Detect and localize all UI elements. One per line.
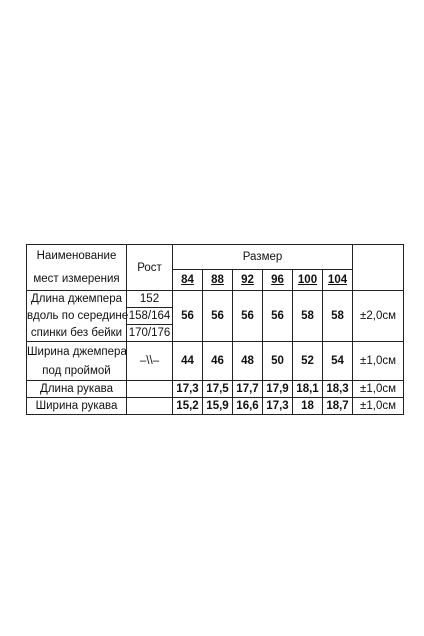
sleeve-width-value: 18 (293, 398, 323, 415)
jumper-width-label-line1: Ширина джемпера (27, 345, 127, 358)
jumper-length-height-3: 170/176 (127, 325, 173, 342)
size-chart-table (26, 244, 404, 415)
jumper-length-label-line2: вдоль по середине (27, 308, 127, 325)
tolerance-header (353, 245, 404, 291)
sleeve-length-value: 17,7 (233, 381, 263, 398)
jumper-length-row (27, 291, 404, 308)
size-104: 104 (323, 270, 353, 291)
size-100: 100 (293, 270, 323, 291)
jumper-length-label-line1: Длина джемпера (27, 291, 127, 308)
size-header: Размер (173, 245, 353, 270)
jumper-width-row (27, 342, 404, 381)
jumper-width-tolerance: ±1,0см (353, 342, 404, 381)
jumper-length-value: 56 (173, 291, 203, 342)
size-92: 92 (233, 270, 263, 291)
sleeve-width-value: 16,6 (233, 398, 263, 415)
sleeve-length-value: 17,5 (203, 381, 233, 398)
measurement-name-header-line1: Наименование (36, 250, 117, 263)
sleeve-length-height (127, 381, 173, 398)
sleeve-length-label: Длина рукава (27, 381, 127, 398)
sleeve-length-value: 17,3 (173, 381, 203, 398)
sleeve-width-value: 17,3 (263, 398, 293, 415)
sleeve-width-row (27, 398, 404, 415)
jumper-length-value: 56 (203, 291, 233, 342)
sleeve-length-tolerance: ±1,0см (353, 381, 404, 398)
size-84: 84 (173, 270, 203, 291)
height-header: Рост (127, 245, 173, 291)
jumper-length-value: 56 (233, 291, 263, 342)
jumper-width-value: 44 (173, 342, 203, 381)
jumper-width-label (27, 342, 127, 381)
sleeve-width-label: Ширина рукава (27, 398, 127, 415)
measurement-name-header-line2: мест измерения (33, 272, 120, 285)
jumper-length-value: 56 (263, 291, 293, 342)
jumper-width-value: 46 (203, 342, 233, 381)
jumper-length-label-line3: спинки без бейки (27, 325, 127, 342)
sleeve-width-tolerance: ±1,0см (353, 398, 404, 415)
jumper-width-label-line2: под проймой (42, 364, 111, 377)
sleeve-width-value: 15,9 (203, 398, 233, 415)
jumper-length-tolerance: ±2,0см (353, 291, 404, 342)
jumper-width-height: –\\– (127, 342, 173, 381)
jumper-width-value: 54 (323, 342, 353, 381)
sleeve-length-value: 17,9 (263, 381, 293, 398)
size-96: 96 (263, 270, 293, 291)
jumper-length-value: 58 (323, 291, 353, 342)
jumper-length-height-1: 152 (127, 291, 173, 308)
header-row (27, 245, 404, 270)
sleeve-width-value: 18,7 (323, 398, 353, 415)
jumper-width-value: 52 (293, 342, 323, 381)
size-88: 88 (203, 270, 233, 291)
jumper-width-value: 48 (233, 342, 263, 381)
sleeve-length-value: 18,3 (323, 381, 353, 398)
jumper-length-value: 58 (293, 291, 323, 342)
measurement-name-header (27, 245, 127, 291)
sleeve-length-value: 18,1 (293, 381, 323, 398)
jumper-length-height-2: 158/164 (127, 308, 173, 325)
sleeve-width-height (127, 398, 173, 415)
jumper-width-value: 50 (263, 342, 293, 381)
sleeve-length-row (27, 381, 404, 398)
sleeve-width-value: 15,2 (173, 398, 203, 415)
